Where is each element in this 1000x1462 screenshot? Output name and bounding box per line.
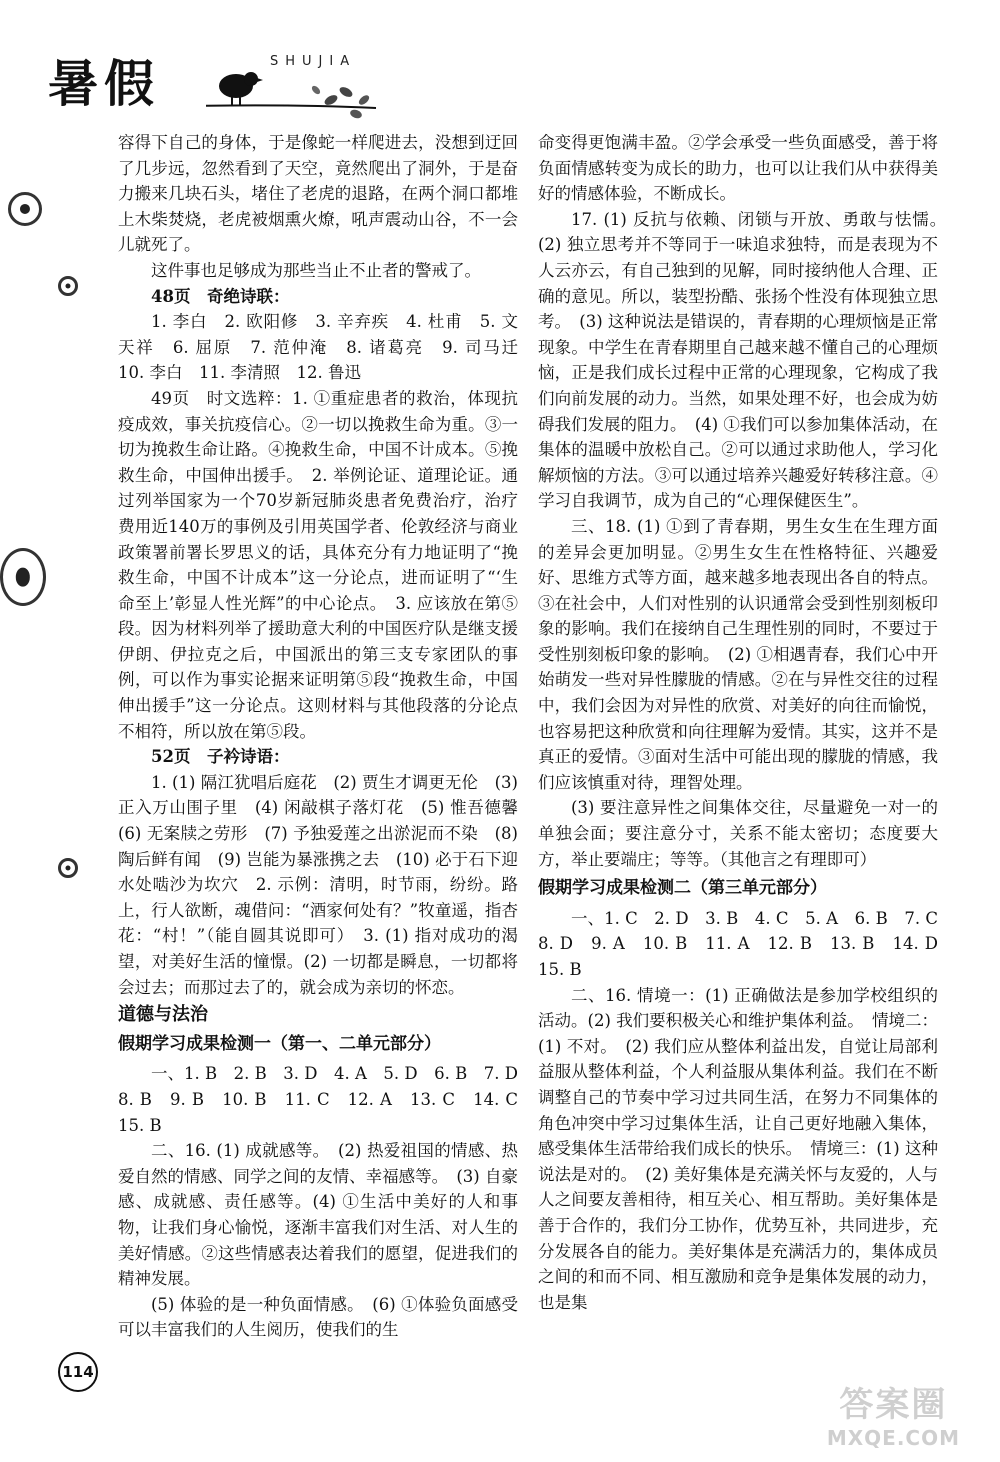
section-heading: 48页 奇绝诗联： — [151, 286, 290, 306]
header-subtitle: SHUJIA — [270, 54, 357, 69]
paragraph: (5) 体验的是一种负面情感。 (6) ①体验负面感受可以丰富我们的人生阅历，使我们的生 — [118, 1294, 518, 1340]
paragraph: 49页 时文选粹：1. ①重症患者的救治，体现抗疫成效，事关抗疫信心。②一切以挽救生命为重。③一切为挽救生命让路。④挽救生命，中国不计成本。⑤挽救生命，中国伸出援手。 2. 举例论证、道理论证。通过列举国家为一个70岁新冠肺炎患者免费治疗，治疗费用近140万的事例及引用英国学者、伦敦经济与商业政策署前署长罗思义的话，具体充分有力地证明了“挽救生命，中国不计成本”这一分论点，进而证明了“‘生命至上’彰显人性光辉”的中心论点。 3. 应该放在第⑤段。因为材料列举了援助意大利的中国医疗队是继支援伊朗、伊拉克之后，中国派出的第三支专家团队的事例，可以作为事实论据来证明第⑤段“挽救生命，中国伸出援手”这一分论点。这则材料与其他段落的分论点不相符，所以放在第⑤段。 — [118, 388, 518, 741]
watermark — [827, 1377, 960, 1450]
binder-hole-icon — [58, 276, 78, 296]
paragraph: (3) 要注意异性之间集体交往，尽量避免一对一的单独会面；要注意分寸，关系不能太密切；态度要大方，举止要端庄；等等。（其他言之有理即可） — [538, 798, 938, 869]
paragraph: 这件事也足够成为那些当止不止者的警戒了。 — [151, 260, 481, 280]
left-column — [118, 130, 535, 1343]
page-number: 114 — [58, 1352, 98, 1392]
paragraph: 二、16. 情境一：(1) 正确做法是参加学校组织的活动。(2) 我们要积极关心和维护集体利益。 情境二：(1) 不对。 (2) 我们应从整体利益出发，自觉让局部利益服从整体利益，个人利益服从集体利益。我们在不断调整自己的节奏中学习过共同生活，在努力不同集体的角色冲突中学习过集体生活，让自己更好地融入集体，感受集体生活带给我们成长的快乐。 情境三：(1) 这种说法是对的。 (2) 美好集体是充满关怀与友爱的，人与人之间要友善相待，相互关心、相互帮助。美好集体是善于合作的，我们分工协作，优势互补，共同进步，充分发展各自的能力。美好集体是充满活力的，集体成员之间的和而不同、相互激励和竞争是集体发展的动力，也是集 — [538, 985, 938, 1312]
paragraph: 一、1. C 2. D 3. B 4. C 5. A 6. B 7. C 8. D 9. A 10. B 11. A 12. B 13. B 14. D 15. B — [538, 908, 955, 979]
paragraph: 一、1. B 2. B 3. D 4. A 5. D 6. B 7. D 8. B 9. B 10. B 11. C 12. A 13. C 14. C 15. B — [118, 1064, 535, 1135]
paragraph: 1. (1) 隔江犹唱后庭花 (2) 贾生才调更无伦 (3) 正入万山围子里 (4) 闲敲棋子落灯花 (5) 惟吾德馨 (6) 无案牍之劳形 (7) 予独爱莲之出淤泥而不染 (8) 陶后鲜有闻 (9) 岂能为暴涨携之去 (10) 必于石下迎水处啮沙为坎穴 2. 示例：清明，时节雨，纷纷。路上，行人欲断，魂借问：“酒家何处有？”牧童遥，指杏花：“村！”（能自圆其说即可） 3. (1) 指对成功的渴望，对美好生活的憧憬。(2) 一切都是瞬息，一切都将会过去；而那过去了的，就会成为亲切的怀恋。 — [118, 772, 535, 997]
paragraph: 二、16. (1) 成就感等。 (2) 热爱祖国的情感、热爱自然的情感、同学之间的友情、幸福感等。 (3) 自豪感、成就感、责任感等。(4) ①生活中美好的人和事物，让我们身心愉悦，逐渐丰富我们对生活、对人生的美好情感。②这些情感表达着我们的愿望，促进我们的精神发展。 — [118, 1141, 518, 1289]
bird-branch-icon — [206, 62, 381, 127]
paragraph: 命变得更饱满丰盈。②学会承受一些负面感受，善于将负面情感转变为成长的助力，也可以让我们从中获得美好的情感体验，不断成长。 — [538, 133, 938, 204]
subject-title: 道德与法治 — [118, 1004, 208, 1026]
paragraph: 容得下自己的身体，于是像蛇一样爬进去，没想到迂回了几步远，忽然看到了天空，竟然爬出了洞外，于是奋力搬来几块石头，堵住了老虎的退路，在两个洞口都堆上木柴焚烧，老虎被烟熏火燎，吼声震动山谷，不一会儿就死了。 — [118, 133, 518, 255]
test-title: 假期学习成果检测一（第一、二单元部分） — [118, 1033, 441, 1054]
watermark-url: MXQE.COM — [826, 1426, 960, 1450]
paragraph: 三、18. (1) ①到了青春期，男生女生在生理方面的差异会更加明显。②男生女生在性格特征、兴趣爱好、思维方式等方面，越来越多地表现出各自的特点。③在社会中，人们对性别的认识通常会受到性别刻板印象的影响。我们在接纳自己生理性别的同时，不要过于受性别刻板印象的影响。 (2) ①相遇青春，我们心中开始萌发一些对异性朦胧的情感。②在与异性交往的过程中，我们会因为对异性的欣赏、对美好的向往而愉悦，也容易把这种欣赏和向往理解为爱情。其实，这并不是真正的爱情。③面对生活中可能出现的朦胧的情感，我们应该慎重对待，理智处理。 — [538, 516, 938, 792]
binder-hole-icon — [58, 858, 78, 878]
paragraph: 17. (1) 反抗与依赖、闭锁与开放、勇敢与怯懦。 (2) 独立思考并不等同于一味追求独特，而是表现为不人云亦云，有自己独到的见解，同时接纳他人合理、正确的意见。所以，装型扮酷、张扬个性没有体现独立思考。 (3) 这种说法是错误的，青春期的心理烦恼是正常现象。中学生在青春期里自己越来越不懂自己的心理烦恼，正是我们成长过程中正常的心理现象，它构成了我们向前发展的动力。当然，如果处理不好，也会成为妨碍我们发展的阻力。 (4) ①我们可以参加集体活动，在集体的温暖中放松自己。②可以通过求助他人，学习化解烦恼的方法。③可以通过培养兴趣爱好转移注意。④学习自我调节，成为自己的“心理保健医生”。 — [538, 209, 955, 511]
binder-ring-icon — [0, 548, 46, 606]
binder-hole-icon — [8, 192, 42, 226]
test-title: 假期学习成果检测二（第三单元部分） — [538, 878, 827, 899]
paragraph: 1. 李白 2. 欧阳修 3. 辛弃疾 4. 杜甫 5. 文天祥 6. 屈原 7. 范仲淹 8. 诸葛亮 9. 司马迁 10. 李白 11. 李清照 12. 鲁迅 — [118, 312, 535, 383]
header-title: 暑假 — [48, 55, 160, 113]
section-heading: 52页 子衿诗语： — [151, 747, 290, 767]
header-logo — [40, 42, 380, 112]
watermark-text: 答案圈 — [839, 1385, 948, 1425]
right-column — [538, 130, 955, 1315]
